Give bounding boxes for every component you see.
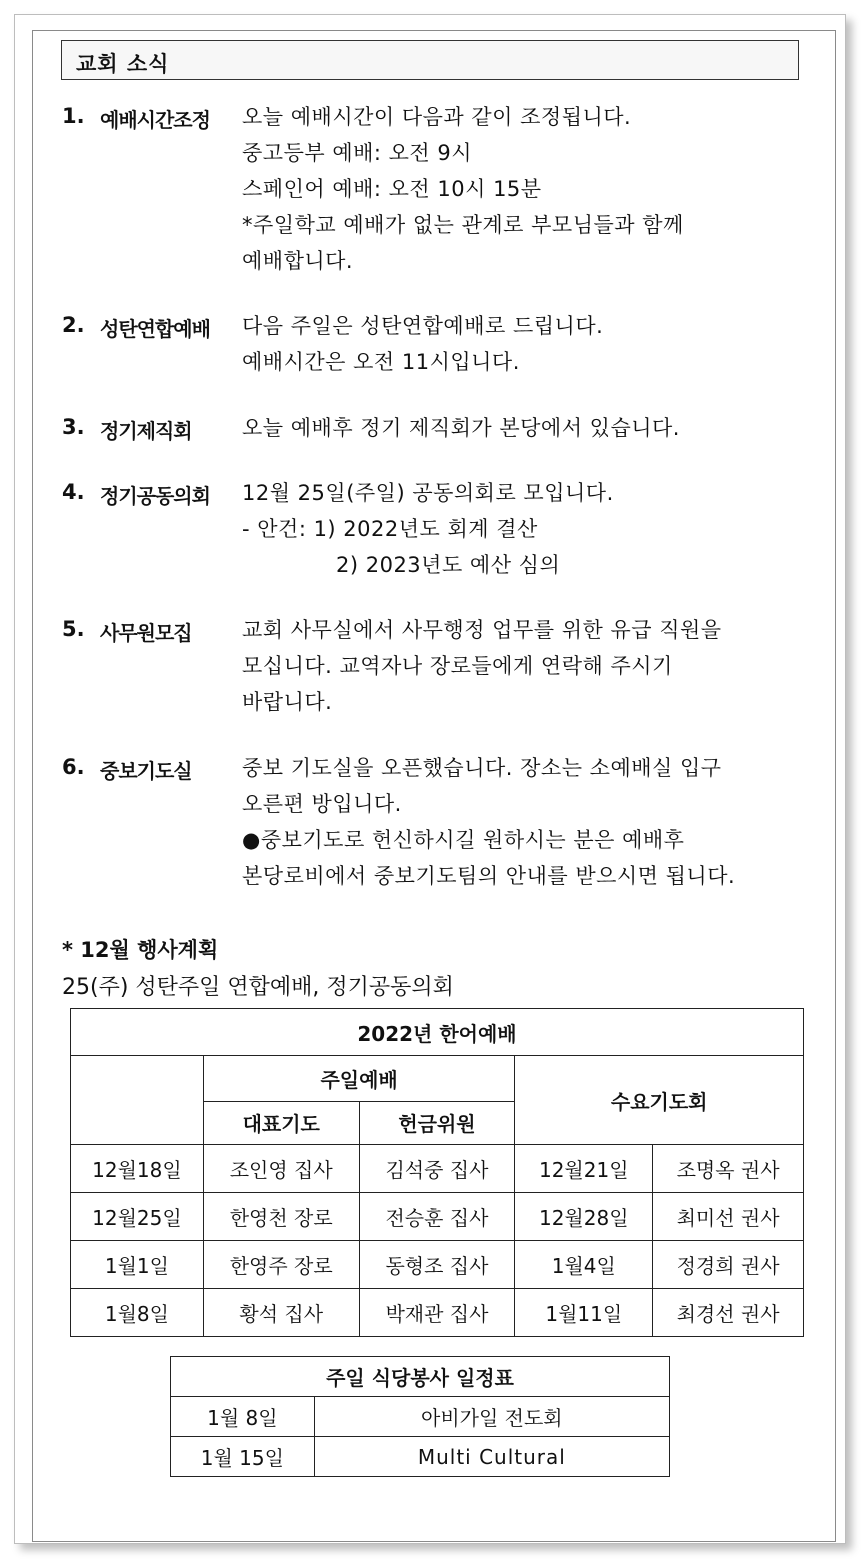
table-row <box>71 1241 804 1289</box>
item-body <box>242 475 802 583</box>
table-title: 주일 식당봉사 일정표 <box>171 1357 670 1397</box>
worship-schedule-table <box>70 1008 804 1337</box>
item-number: 1. <box>62 104 85 128</box>
item-line: 중고등부 예배: 오전 9시 <box>242 141 473 165</box>
item-line: 오른편 방입니다. <box>242 792 402 816</box>
item-line: - 안건: 1) 2022년도 회계 결산 <box>242 517 538 541</box>
item-line: 다음 주일은 성탄연합예배로 드립니다. <box>242 314 604 338</box>
item-label: 성탄연합예배 <box>100 317 210 341</box>
table-cell: Multi Cultural <box>314 1437 669 1477</box>
table-row <box>171 1397 670 1437</box>
item-line: 오늘 예배시간이 다음과 같이 조정됩니다. <box>242 105 632 129</box>
table-cell: 김석중 집사 <box>359 1145 515 1193</box>
table-cell: 동형조 집사 <box>359 1241 515 1289</box>
item-number: 5. <box>62 617 85 641</box>
table-cell: 1월11일 <box>515 1289 653 1337</box>
table-cell: 조인영 집사 <box>203 1145 359 1193</box>
table-cell: 1월 15일 <box>171 1437 315 1477</box>
table-row <box>71 1145 804 1193</box>
table-cell: 1월4일 <box>515 1241 653 1289</box>
table-row <box>171 1437 670 1477</box>
table-cell: 황석 집사 <box>203 1289 359 1337</box>
item-line: 2) 2023년도 예산 심의 <box>336 553 561 577</box>
item-line: 예배합니다. <box>242 249 354 273</box>
item-label: 사무원모집 <box>100 621 192 645</box>
item-body <box>242 750 802 894</box>
item-line: ●중보기도로 헌신하시길 원하시는 분은 예배후 <box>242 828 685 852</box>
item-number: 3. <box>62 415 85 439</box>
item-line: *주일학교 예배가 없는 관계로 부모님들과 함께 <box>242 213 684 237</box>
page-title: 교회 소식 <box>76 52 170 76</box>
item-line: 12월 25일(주일) 공동의회로 모입니다. <box>242 481 614 505</box>
header-prayer-rep: 대표기도 <box>203 1101 359 1145</box>
table-cell: 1월 8일 <box>171 1397 315 1437</box>
table-cell: 12월18일 <box>71 1145 204 1193</box>
kitchen-service-table <box>170 1356 670 1477</box>
table-cell: 박재관 집사 <box>359 1289 515 1337</box>
item-line: 본당로비에서 중보기도팀의 안내를 받으시면 됩니다. <box>242 864 736 888</box>
table-cell: 아비가일 전도회 <box>314 1397 669 1437</box>
item-number: 4. <box>62 480 85 504</box>
events-line: 25(주) 성탄주일 연합예배, 정기공동의회 <box>62 975 454 1000</box>
item-body <box>242 612 802 720</box>
table-cell: 조명옥 권사 <box>653 1145 804 1193</box>
item-label: 정기공동의회 <box>100 484 210 508</box>
item-label: 중보기도실 <box>100 759 192 783</box>
header-sunday: 주일예배 <box>203 1056 515 1102</box>
table-cell: 12월25일 <box>71 1193 204 1241</box>
item-line: 스페인어 예배: 오전 10시 15분 <box>242 177 542 201</box>
events-title: * 12월 행사계획 <box>62 938 219 962</box>
table-cell: 최경선 권사 <box>653 1289 804 1337</box>
table-cell: 한영주 장로 <box>203 1241 359 1289</box>
table-title: 2022년 한어예배 <box>71 1009 804 1056</box>
table-cell: 1월8일 <box>71 1289 204 1337</box>
table-cell: 12월21일 <box>515 1145 653 1193</box>
table-cell: 한영천 장로 <box>203 1193 359 1241</box>
table-cell: 최미선 권사 <box>653 1193 804 1241</box>
item-line: 중보 기도실을 오픈했습니다. 장소는 소예배실 입구 <box>242 756 722 780</box>
item-body <box>242 410 802 446</box>
item-number: 6. <box>62 755 85 779</box>
header-wednesday: 수요기도회 <box>515 1056 804 1145</box>
item-label: 정기제직회 <box>100 419 192 443</box>
table-cell: 12월28일 <box>515 1193 653 1241</box>
item-number: 2. <box>62 313 85 337</box>
section-header <box>61 40 799 80</box>
empty-header-cell <box>71 1056 204 1145</box>
item-body <box>242 308 802 380</box>
item-line: 바랍니다. <box>242 690 333 714</box>
item-line: 예배시간은 오전 11시입니다. <box>242 350 520 374</box>
item-line: 교회 사무실에서 사무행정 업무를 위한 유급 직원을 <box>242 618 722 642</box>
item-line: 모십니다. 교역자나 장로들에게 연락해 주시기 <box>242 654 673 678</box>
table-cell: 정경희 권사 <box>653 1241 804 1289</box>
table-cell: 1월1일 <box>71 1241 204 1289</box>
item-body <box>242 99 802 279</box>
item-label: 예배시간조정 <box>100 108 210 132</box>
table-cell: 전승훈 집사 <box>359 1193 515 1241</box>
table-row <box>71 1193 804 1241</box>
table-row <box>71 1289 804 1337</box>
header-offering: 헌금위원 <box>359 1101 515 1145</box>
item-line: 오늘 예배후 정기 제직회가 본당에서 있습니다. <box>242 416 680 440</box>
